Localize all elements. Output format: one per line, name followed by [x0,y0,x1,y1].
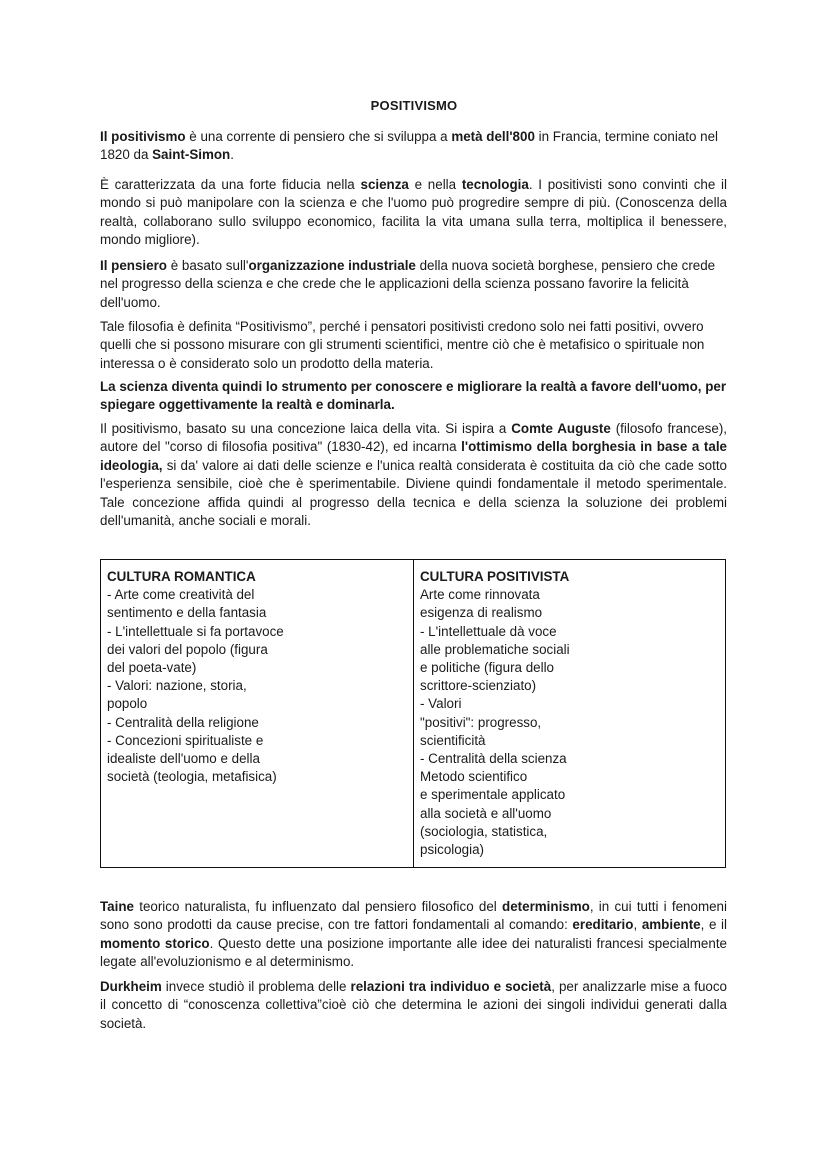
table-line: società (teologia, metafisica) [107,769,277,785]
table-line: Arte come rinnovata [420,587,540,603]
bold-text: Il positivismo [100,129,186,144]
table-line: - Centralità della religione [107,714,259,730]
text: (filosofo francese), autore del "corso di filosofia positiva" (1830-42), ed incarna [100,421,728,455]
text: . I positivisti sono convinti che il mondo si può manipolare con la scienza e che l'uomo può progredire sempre di più. (Conoscenza della realtà, collaborano sullo sviluppo economico, facilita la vita umana sulla terra, moltiplica il benessere, mondo migliore). [100,177,727,248]
table-line: psicologia) [420,842,485,858]
bold-text: Taine [100,899,134,914]
table-line: e sperimentale applicato [420,787,566,803]
bold-text: ereditario [572,917,634,933]
table-line: scientificità [420,732,486,748]
table-line: - Centralità della scienza [420,751,567,767]
text: , in cui tutti i fenomeni sono sono prodotti da cause precise, con tre fattori fondamentali al comando: [100,899,727,933]
text: teorico naturalista, fu influenzato dal pensiero filosofico del [133,899,503,914]
bold-text: relazioni tra individuo e società [350,979,552,994]
bold-text: organizzazione industriale [248,258,416,273]
text: , e il [700,917,727,933]
table-line: - Arte come creatività del [107,587,255,603]
bold-text: momento storico [100,935,210,951]
bold-text: Il pensiero [100,258,167,273]
column-header: CULTURA ROMANTICA [107,569,256,584]
bold-text: Comte Auguste [511,421,611,436]
table-line: - Concezioni spiritualiste e [107,732,264,748]
text: Il positivismo, basato su una concezione laica della vita. Si ispira a [100,421,512,436]
bold-text: ambiente [641,917,701,933]
table-line: alle problematiche sociali [420,641,570,657]
text: . [230,147,234,163]
paragraph-thought [100,257,727,312]
text: della nuova società borghese, pensiero che crede nel progresso della scienza e che crede che le applicazioni della scienza possano favorire la felicità dell'uomo. [100,258,716,310]
paragraph-durkheim [100,978,727,1033]
text: e nella [408,177,462,192]
table-line: - Valori [420,696,462,712]
paragraph-science [100,176,727,250]
table-line: alla società e all'uomo [420,805,552,821]
page-title: POSITIVISMO [370,98,458,113]
table-line: del poeta-vate) [107,660,197,676]
bold-text: tecnologia [461,177,529,192]
table-line: - L'intellettuale si fa portavoce [107,623,284,639]
table-line: - L'intellettuale dà voce [420,623,557,639]
bold-text: Saint-Simon [152,147,231,163]
table-line: sentimento e della fantasia [107,605,267,621]
bold-text: Durkheim [100,979,162,994]
paragraph-intro [100,128,727,165]
column-romantic [101,560,414,867]
bold-text: determinismo [502,899,590,914]
text: si da' valore ai dati delle scienze e l'unica realtà considerata è costituita da ciò che cade sotto l'esperienza sensibile, cioè che è sperimentabile. Diviene quindi fondamentale il metodo sperimentale. Tale concezione affida quindi al progresso della tecnica e della scienza la soluzione dei problemi dell'umanità, anche sociali e morali. [100,457,727,529]
bold-text: scienza [360,177,409,192]
text: invece studiò il problema delle [161,979,351,994]
column-positivist [414,560,725,867]
text: è una corrente di pensiero che si sviluppa a [185,129,452,144]
table-line: (sociologia, statistica, [420,823,548,839]
text: , [633,917,642,933]
table-line: idealiste dell'uomo e della [107,751,260,767]
bold-text: metà dell'800 [451,129,535,144]
table-line: "positivi": progresso, [420,714,542,730]
paragraph-taine [100,898,727,972]
paragraph-definition [100,318,727,373]
table-line: Metodo scientifico [420,769,528,785]
bold-text: l'ottimismo della borghesia in base a tale ideologia, [100,439,728,473]
table-line: esigenza di realismo [420,605,543,621]
table-line: - Valori: nazione, storia, [107,678,247,694]
text: . Questo dette una posizione importante alle idee dei naturalisti francesi specialmente legate all'evoluzionismo e al determinismo. [100,935,727,970]
bold-text: La scienza diventa quindi lo strumento per conoscere e migliorare la realtà a favore dell'uomo, per spiegare oggettivamente la realtà e dominarla. [100,379,727,413]
comparison-table [100,559,726,868]
text: È caratterizzata da una forte fiducia nella [100,177,361,192]
table-line: e politiche (figura dello [420,660,554,676]
table-line: scrittore-scienziato) [420,678,537,694]
table-line: popolo [107,696,148,712]
table-line: dei valori del popolo (figura [107,641,268,657]
column-header: CULTURA POSITIVISTA [420,569,570,584]
paragraph-statement [100,378,727,415]
text: , per analizzarle mise a fuoco il concetto di “conoscenza collettiva”cioè ciò che determina le azioni dei singoli individui generati dalla società. [100,979,727,1031]
text: in Francia, termine coniato nel 1820 da [100,129,719,163]
text: è basato sull' [166,258,249,273]
text: Tale filosofia è definita “Positivismo”, perché i pensatori positivisti credono solo nei fatti positivi, ovvero quelli che si possono misurare con gli strumenti scientifici, mentre ciò che è metafisico o spirituale non interessa o è considerato solo un prodotto della materia. [100,319,705,371]
paragraph-comte [100,420,727,530]
